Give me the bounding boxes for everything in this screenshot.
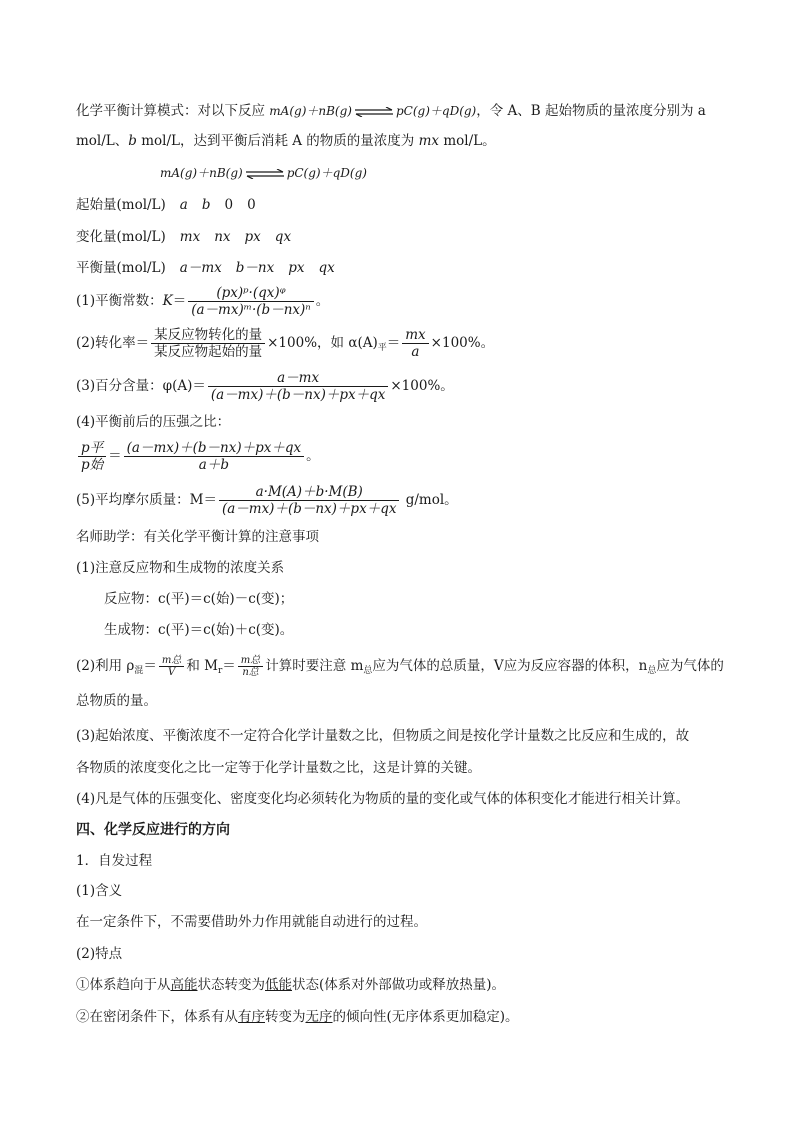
intro-eq-left: mA(g)＋nB(g)	[269, 104, 352, 118]
pct-numerator: a－mx	[208, 370, 389, 387]
p2-d: 无序	[305, 1009, 333, 1025]
feature-2	[76, 1007, 519, 1027]
t2-text3: 应为气体的	[656, 658, 724, 674]
tip-2-line-2: 总物质的量。	[76, 693, 157, 709]
conv-numerator-2: mx	[402, 327, 428, 344]
pct-fraction	[208, 370, 389, 403]
intro-line-1	[76, 101, 706, 121]
k-symbol: K	[162, 293, 173, 309]
k-denominator: (a－mx)ᵐ·(b－nx)ⁿ	[191, 302, 311, 318]
intro-line2-b: b	[128, 133, 137, 149]
start-val: a	[179, 197, 188, 213]
equilibrium-val: a－mx	[179, 260, 222, 276]
start-row	[76, 195, 256, 215]
intro-text-1: 化学平衡计算模式：对以下反应	[76, 103, 270, 119]
t2-text: 计算时要注意 m	[265, 658, 364, 674]
change-val: px	[244, 229, 261, 245]
pct-end: ×100%。	[390, 378, 454, 394]
pct-label: (3)百分含量：φ(A)＝	[76, 378, 206, 394]
section-heading: 四、化学反应进行的方向	[76, 822, 230, 838]
equilibrium-row	[76, 258, 335, 278]
p1-a: ①体系趋向于从	[76, 977, 171, 993]
p2-c: 转变为	[265, 1009, 306, 1025]
subsection-1: 1．自发过程	[76, 853, 153, 869]
pressure-ratio-label: (4)平衡前后的压强之比：	[76, 414, 231, 430]
density-fraction	[159, 655, 184, 678]
p1-c: 状态转变为	[197, 977, 265, 993]
equilibrium-label: 平衡量(mol/L)	[76, 260, 166, 276]
p1-d: 低能	[265, 977, 292, 993]
p1-b: 高能	[170, 977, 198, 993]
k-numerator: (px)ᵖ·(qx)ᵠ	[188, 285, 314, 302]
start-val: 0	[247, 197, 256, 213]
molar-ratio-den: n总	[242, 667, 259, 678]
tip-4: (4)凡是气体的压强变化、密度变化均必须转化为物质的量的变化或气体的体积变化才能进行相关计算。	[76, 791, 690, 807]
reaction-equation	[160, 163, 367, 183]
tip-3-line-1: (3)起始浓度、平衡浓度不一定符合化学计量数之比，但物质之间是按化学计量数之比反应和生成的，故	[76, 728, 690, 744]
start-val: 0	[224, 197, 234, 213]
density-den: V	[168, 667, 176, 678]
change-val: mx	[179, 229, 201, 245]
tip-1: (1)注意反应物和生成物的浓度关系	[76, 560, 285, 576]
pressure-left-den: p始	[81, 457, 104, 473]
t2-sub2: r	[217, 666, 223, 676]
molar-ratio-num: m总	[238, 655, 263, 667]
intro-line2-a: mol/L、	[76, 133, 129, 149]
conv-denominator-2: a	[411, 344, 420, 360]
intro-line2-c: mol/L，达到平衡后消耗 A 的物质的量浓度为	[136, 133, 419, 149]
equilibrium-arrow-icon	[354, 107, 394, 117]
pressure-period: 。	[306, 448, 320, 464]
pressure-denominator: a＋b	[198, 457, 229, 473]
molar-fraction	[219, 484, 400, 517]
tip-1-product: 生成物：c(平)＝c(始)＋c(变)。	[104, 622, 294, 638]
equilibrium-arrow-icon	[245, 169, 285, 179]
p1-e: 状态(体系对外部做功或释放热量)。	[292, 977, 506, 993]
change-val: qx	[274, 229, 292, 245]
t2-sub1: 混	[134, 666, 144, 676]
t2-pre: (2)利用 ρ	[76, 658, 135, 674]
equation-right: pC(g)＋qD(g)	[286, 166, 367, 180]
subsection-1a: (1)含义	[76, 883, 123, 899]
pressure-left-fraction	[78, 440, 106, 473]
k-label: (1)平衡常数：	[76, 293, 163, 309]
intro-line-2	[76, 131, 496, 151]
t2-and: 和 M	[186, 658, 218, 674]
molar-end: g/mol。	[401, 492, 458, 508]
change-row	[76, 227, 291, 247]
conv-numerator: 某反应物转化的量	[151, 327, 265, 344]
change-val: nx	[214, 229, 231, 245]
intro-line2-d: mx	[418, 133, 440, 149]
feature-1	[76, 975, 505, 995]
conversion-rate-formula: (2)转化率＝ $\frac{\text{某反应物转化的量}}{\text{某反应物起始的量}}$ ×100%，如 $\alpha(A)_平=$ $\frac{mx}{a}$ ×100%。	[76, 327, 495, 360]
pressure-left-num: p平	[78, 440, 106, 457]
equation-left: mA(g)＋nB(g)	[160, 166, 243, 180]
tip-1-reactant: 反应物：c(平)＝c(始)－c(变)；	[104, 591, 294, 607]
intro-eq-right: pC(g)＋qD(g)	[395, 104, 477, 118]
subsection-1b: (2)特点	[76, 946, 123, 962]
conv-label: (2)转化率＝	[76, 335, 150, 351]
pressure-numerator: (a－mx)＋(b－nx)＋px＋qx	[124, 440, 305, 457]
conv-denominator: 某反应物起始的量	[154, 344, 263, 360]
conv-sub: 平	[377, 343, 387, 353]
pressure-ratio-formula: $\frac{\text{p平}}{\text{p始}}$ ＝ $\frac{(a-mx)+(b-nx)+px+qx}{a+b}$ 。	[76, 440, 320, 473]
pct-denominator: (a－mx)＋(b－nx)＋px＋qx	[210, 387, 386, 403]
t2-eq2: ＝	[222, 658, 236, 674]
t2-eq: ＝	[143, 658, 157, 674]
conv-fraction	[151, 327, 265, 360]
equilibrium-constant-formula: (1)平衡常数：K＝ $\frac{\text{(px)ᵖ·(qx)ᵠ}}{\text{(a－mx)ᵐ·(b－nx)ⁿ}}$ 。	[76, 285, 330, 318]
k-period: 。	[315, 293, 330, 309]
start-label: 起始量(mol/L)	[76, 197, 166, 213]
equilibrium-val: qx	[318, 260, 335, 276]
molar-mass-formula	[76, 484, 458, 517]
intro-line2-e: mol/L。	[439, 133, 496, 149]
conv-mid: ×100%，如 α(A)	[267, 335, 378, 351]
t2-sub3: 总	[363, 666, 373, 676]
molar-denominator: (a－mx)＋(b－nx)＋px＋qx	[221, 501, 397, 517]
equilibrium-val: b－nx	[235, 260, 275, 276]
t2-sub4: 总	[647, 666, 657, 676]
percentage-formula	[76, 370, 454, 403]
molar-numerator: a·M(A)＋b·M(B)	[219, 484, 400, 501]
tips-title: 名师助学：有关化学平衡计算的注意事项	[76, 529, 319, 545]
change-label: 变化量(mol/L)	[76, 229, 166, 245]
start-val: b	[201, 197, 211, 213]
pressure-fraction	[124, 440, 305, 473]
equilibrium-val: px	[288, 260, 305, 276]
definition-text: 在一定条件下，不需要借助外力作用就能自动进行的过程。	[76, 914, 427, 930]
k-fraction	[188, 285, 314, 318]
p2-a: ②在密闭条件下，体系有从	[76, 1009, 238, 1025]
density-num: m总	[159, 655, 184, 667]
p2-e: 的倾向性(无序体系更加稳定)。	[332, 1009, 519, 1025]
tip-2-line-1	[76, 655, 724, 681]
molar-ratio-fraction	[238, 655, 263, 678]
molar-label: (5)平均摩尔质量：M＝	[76, 492, 217, 508]
intro-text-2: ，令 A、B 起始物质的量浓度分别为 a	[476, 103, 706, 119]
tip-3-line-2: 各物质的浓度变化之比一定等于化学计量数之比，这是计算的关键。	[76, 760, 481, 776]
p2-b: 有序	[238, 1009, 265, 1025]
t2-text2: 应为气体的总质量，V应为反应容器的体积，n	[372, 658, 648, 674]
conv-end: ×100%。	[430, 335, 495, 351]
conv-fraction-2	[402, 327, 428, 360]
